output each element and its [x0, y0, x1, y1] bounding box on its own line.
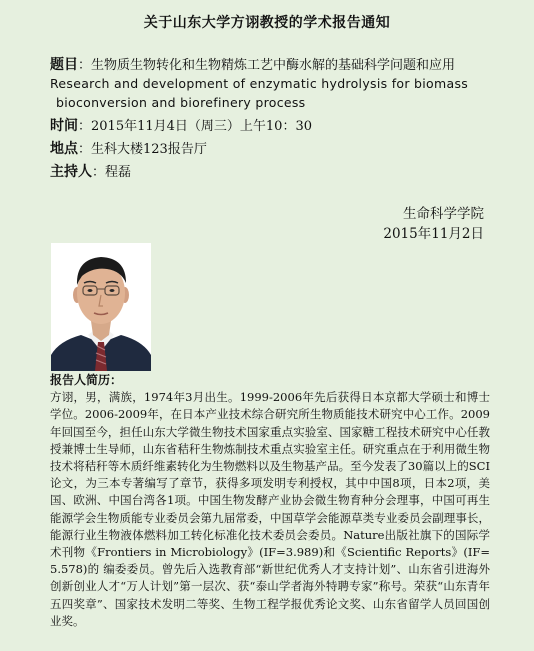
signature-date: 2015年11月2日: [383, 226, 484, 242]
time-row: [50, 117, 490, 136]
speaker-biography: [50, 372, 490, 630]
notice-title: 关于山东大学方诩教授的学术报告通知: [143, 15, 391, 31]
host-separator: ：: [92, 165, 106, 180]
topic-english-line-2: bioconversion and biorefinery process: [56, 95, 306, 110]
place-row: [50, 140, 490, 159]
host-value: 程磊: [105, 165, 132, 180]
time-separator: ：: [78, 119, 92, 134]
topic-english-line-1: Research and development of enzymatic hydrolysis for biomass: [50, 76, 469, 91]
notice-info: [50, 56, 490, 182]
topic-chinese: 生物质生物转化和生物精炼工艺中酶水解的基础科学问题和应用: [91, 58, 456, 73]
signature-organization: 生命科学学院: [403, 206, 484, 222]
topic-separator: ：: [78, 58, 92, 73]
place-value: 生科大楼123报告厅: [91, 142, 207, 157]
time-label: 时间: [50, 118, 78, 134]
place-label: 地点: [50, 141, 78, 157]
place-separator: ：: [78, 142, 92, 157]
biography-text: 方诩，男，满族，1974年3月出生。1999-2006年先后获得日本京都大学硕士和博士学位。2006-2009年，在日本产业技术综合研究所生物质能技术研究中心工作。2009年回国至今，担任山东大学微生物技术国家重点实验室、国家糖工程技术研究中心任教授兼博士生导师，山东省秸秆生物炼制技术重点实验室主任。研究重点在于利用微生物技术将秸秆等木质纤维素转化为生物燃料以及生物基产品。至今发表了30篇以上的SCI论文，为三本专著编写了章节，获得多项发明专利授权，其中中国8项，日本2项，美国、欧洲、中国台湾各1项。中国生物发酵产业协会微生物育种分会理事，中国可再生能源学会生物质能专业委员会第九届常委，中国草学会能源草类专业委员会副理事长，能源行业生物液体燃料加工转化标准化技术委员会委员。Nature出版社旗下的国际学术刊物《Frontiers in Microbiology》(IF=3.989)和《Scientific Reports》(IF= 5.578)的 编委委员。曾先后入选教育部“新世纪优秀人才支持计划”、山东省引进海外创新创业人才“万人计划”第一层次、获“泰山学者海外特聘专家”称号。荣获“山东青年五四奖章”、国家技术发明二等奖、生物工程学报优秀论文奖、山东省留学人员回国创业奖。: [50, 390, 490, 628]
speaker-portrait-illustration: [51, 243, 151, 371]
host-row: [50, 163, 490, 182]
time-value: 2015年11月4日（周三）上午10：30: [91, 119, 312, 134]
biography-label: 报告人简历：: [50, 373, 123, 387]
topic-label: 题目: [50, 57, 78, 73]
signature-block: [383, 204, 484, 244]
speaker-photo: [51, 243, 151, 371]
topic-row: [50, 56, 490, 113]
host-label: 主持人: [50, 164, 92, 180]
